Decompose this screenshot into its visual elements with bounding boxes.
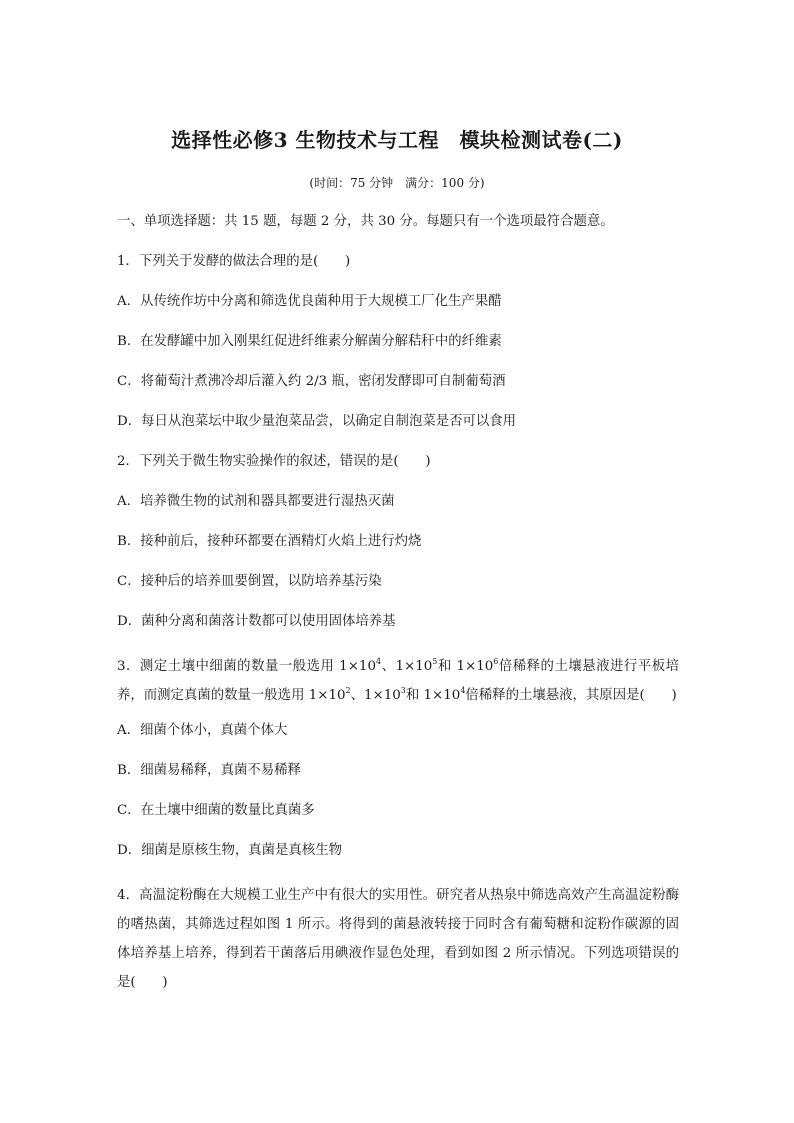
section-heading: 一、单项选择题：共 15 题，每题 2 分，共 30 分。每题只有一个选项最符合题意。	[117, 214, 614, 229]
question-1-option-d: D．每日从泡菜坛中取少量泡菜品尝，以确定自制泡菜是否可以食用	[117, 414, 517, 429]
question-2-option-c: C．接种后的培养皿要倒置，以防培养基污染	[117, 574, 382, 589]
question-1-option-c: C．将葡萄汁煮沸冷却后灌入约 2/3 瓶，密闭发酵即可自制葡萄酒	[117, 374, 506, 389]
question-2-option-a: A．培养微生物的试剂和器具都要进行湿热灭菌	[117, 494, 395, 509]
question-2-option-b: B．接种前后，接种环都要在酒精灯火焰上进行灼烧	[117, 534, 422, 549]
question-1-stem: 1．下列关于发酵的做法合理的是( )	[117, 254, 351, 269]
page-title: 选择性必修3 生物技术与工程 模块检测试卷(二)	[171, 128, 623, 152]
exam-content	[117, 212, 679, 997]
question-2-option-d: D．菌种分离和菌落计数都可以使用固体培养基	[117, 614, 396, 629]
question-3-option-d: D．细菌是原核生物，真菌是真核生物	[117, 843, 342, 858]
question-4-stem: 4．高温淀粉酶在大规模工业生产中有很大的实用性。研究者从热泉中筛选高效产生高温淀粉酶的嗜热菌，其筛选过程如图 1 所示。将得到的菌悬液转接于同时含有葡萄糖和淀粉作碳源的固体培养基上培养，得到若干菌落后用碘液作显色处理，看到如图 2 所示情况。下列选项错误的是( )	[117, 888, 679, 990]
question-3-option-b: B．细菌易稀释，真菌不易稀释	[117, 763, 301, 778]
question-3-option-a: A．细菌个体小，真菌个体大	[117, 723, 288, 738]
question-3-option-c: C．在土壤中细菌的数量比真菌多	[117, 803, 315, 818]
exam-time-score: (时间：75 分钟 满分：100 分)	[309, 176, 485, 190]
question-1-option-a: A．从传统作坊中分离和筛选优良菌种用于大规模工厂化生产果醋	[117, 294, 502, 309]
question-1-option-b: B．在发酵罐中加入刚果红促进纤维素分解菌分解秸秆中的纤维素	[117, 334, 502, 349]
question-3-stem: 3．测定土壤中细菌的数量一般选用 $1\times 10^4$、$1\times 10^5$和 $1\times 10^6$倍稀释的土壤悬液进行平板培养，而测定真菌的数量一般选用 $1\times 10^2$、$1\times 10^3$和 $1\times 10^4$倍稀释的土壤悬液，其原因是( )	[117, 657, 679, 703]
question-2-stem: 2．下列关于微生物实验操作的叙述，错误的是( )	[117, 454, 431, 469]
